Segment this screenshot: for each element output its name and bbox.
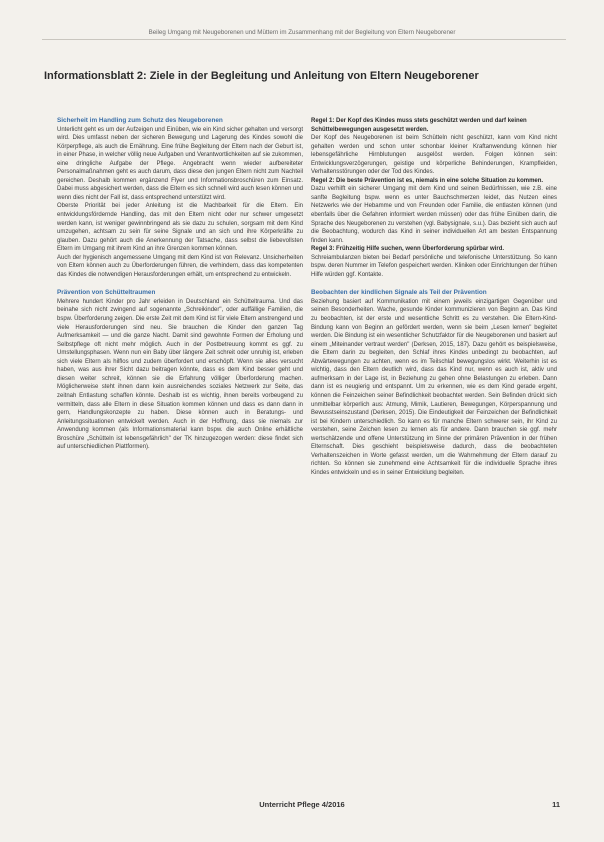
page-title: Informationsblatt 2: Ziele in der Begleitung und Anleitung von Eltern Neugeborener: [44, 70, 479, 82]
paragraph: Beziehung basiert auf Kommunikation mit einem jeweils einzigartigen Gegenüber und seinen Besonderheiten. Wache, gesunde Kinder kommunizieren von Beginn an. Das Kind zu beobachten, ist der erste und wesentliche Schritt es zu verstehen. Die Eltern-Kind-Bindung kann von Beginn an gefördert werden, wenn sie beim „Lesen lernen" begleitet werden. Die Bindung ist ein wesentlicher Schutzfaktor für die Neugeborenen und basiert auf einem „Miteinander vertraut werden" (Derksen, 2015, 187). Dazu gehört es beispielsweise, die Eltern darin zu begleiten, den Schlaf ihres Kindes unbedingt zu beobachten, auf Abwärtewegungen zu achten, wenn es im Teilschlaf bewegungslos wirkt. Weiterhin ist es wichtig, dass den Eltern deutlich wird, dass das Kind nur, wenn es auch ist, aktiv und aufmerksam in der Lage ist, in Beziehung zu gehen ohne Belastungen zu erleben. Dann dann ist es neugierig und entspannt. Um zu erkennen, wie es dem Kind gerade ergeht, können die Feinzeichen seiner Befindlichkeit beobachtet werden. Sein Befinden drückt sich unmittelbar körperlich aus: Atmung, Mimik, Lautieren, Bewegungen, Körperspannung und Bewusstseinszustand (Derksen, 2015). Die Eindeutigkeit der Feinzeichen der Befindlichkeit ist bei Kindern unterschiedlich. So kann es für manche Eltern schwerer sein, ihr Kind zu verstehen, seine Zeichen lesen zu lernen als für andere. Dann brauchen sie ggf. mehr wertschätzende und offene Unterstützung im Sinne der primären Prävention in der frühen Elternschaft. Dies geschieht beispielsweise dadurch, dass die beobachteten Verhaltenszeichen in Worte gefasst werden, um die Wahrnehmung der Eltern darauf zu richten. So können sie zunehmend eine Achtsamkeit für die individuelle Sprache ihres Kindes entwickeln und es in seiner Entwicklung begleiten.: [311, 298, 557, 476]
paragraph: Auch der hygienisch angemessene Umgang mit dem Kind ist von Relevanz. Unsicherheiten von Eltern können auch zu Überforderungen führen, die verhindern, dass das kompetenten das Kindes die notwendigen Herausforderungen erhält, um entsprechend zu entwickeln.: [57, 254, 303, 278]
rule-2-heading: Regel 2: Die beste Prävention ist es, niemals in eine solche Situation zu kommen.: [311, 177, 544, 184]
paragraph: Dazu verhilft ein sicherer Umgang mit dem Kind und seinen Bedürfnissen, wie z.B. eine sanfte Begleitung bspw. wenn es unter Bauchschmerzen leidet, das Nutzen eines Netzwerks wie der Hebamme und von Freunden oder Familie, die entlasten können (und ebenfalls über die Gefahren informiert werden müssen) oder das frühe Einüben darin, die Sprache des Neugeborenen zu verstehen (vgl. Babysignale, s.u.). Das bezieht sich auch auf die Beobachtung, wodurch das Kind in seiner individuellen Art am besten Entspannung finden kann.: [311, 186, 557, 244]
section-heading-safety: Sicherheit im Handling zum Schutz des Neugeborenen: [57, 117, 223, 124]
paragraph: Oberste Priorität bei jeder Anleitung ist die Machbarkeit für die Eltern. Ein entwicklungsfördernde Handling, das mit den Eltern nicht oder nur schwer umgesetzt werden kann, ist weniger gewinnbringend als sie dazu zu schulen, sorgsam mit dem Kind umzugehen, achtsam zu sein für seine Signale und an sich und ihre Körperkräfte zu glauben. Dazu gehört auch die Anerkennung der Tatsache, dass selbst die liebevollsten Eltern im Umgang mit ihrem Kind an ihre Grenzen kommen können.: [57, 203, 303, 253]
rule-3-heading: Regel 3: Frühzeitig Hilfe suchen, wenn Überforderung spürbar wird.: [311, 246, 505, 253]
paragraph: Der Kopf des Neugeborenen ist beim Schütteln nicht geschützt, kann vom Kind nicht gehalten werden und schon unter schonbar kleiner Kraftanwendung können hier lebensgefährliche Hirnblutungen ausgelöst werden. Folgen können sein: Entwicklungsverzögerungen, geistige und körperliche Behinderungen, Krampfleiden, Verhaltensstörungen oder der Tod des Kindes.: [311, 135, 557, 176]
running-header: Beileg Umgang mit Neugeborenen und Müttern im Zusammenhang mit der Begleitung von Eltern Neugeborener: [148, 29, 456, 36]
header-rule: [42, 39, 566, 40]
paragraph: Schreiambulanzen bieten bei Bedarf persönliche und telefonische Unterstützung. So kann bspw. deren Nummer im Telefon gespeichert werden. Kliniken oder Einrichtungen der frühen Hilfe würden ggf. Kontakte.: [311, 254, 557, 278]
section-heading-signals: Beobachten der kindlichen Signale als Teil der Prävention: [311, 289, 487, 297]
right-column: [311, 117, 557, 477]
paragraph: Unterlicht geht es um der Aufzeigen und Einüben, wie ein Kind sicher gehalten und versorgt wird. Dies umfasst neben der sicheren Bewegung und Lagerung des Kindes sowohl die Körperpflege, als auch die Ernährung. Eine frühe Begleitung der Eltern nach der Geburt ist, in einer Phase, in welcher völlig neue Aufgaben und Verantwortlichkeiten auf sie zukommen, eine dringliche Aufgabe der Pflege. Angebracht wenn wieder aufbereiteter Personalmaßnahmen geht es auch darum, dass diese den jungen Eltern nicht zum Nachteil gereichen. Deshalb kommen ergänzend Flyer und Informationsbroschüren zum Einsatz. Dabei muss abgesichert werden, dass die Eltern es sich schnell wird auch lesen können und wenn dies nicht der Fall ist, dass entsprechend unterstützt wird.: [57, 126, 303, 201]
footer-journal: Unterricht Pflege 4/2016: [259, 800, 345, 809]
page-number: 11: [552, 800, 560, 809]
paragraph: Mehrere hundert Kinder pro Jahr erleiden in Deutschland ein Schütteltrauma. Und das beinahe sich nicht zwingend auf sogenannte „Schreikinder", oder auffällige Familien, die bspw. Überforderung zeigen. Die erste Zeit mit dem Kind ist für viele Eltern anstrengend und viele Herausforderungen sind neu. Sie brauchen die Kinder den ganzen Tag Aufmerksamkeit — und die ganze Nacht. Damit sind gewohnte Formen der Erholung und Selbstpflege oft nicht mehr möglich. Auch in der Postbetreuung kommt es ggf. zu Umstellungsphasen. Wenn nun ein Baby über längere Zeit schreit oder unruhig ist, erleben sich viele Eltern als hilflos und zudem überfordert und erschöpft. Wenn sie alles versucht haben, was aus ihrer Sicht dazu beitragen könnte, dass es dem Kind besser geht und diesen weiter schreit, können sie die Erfahrung völliger Überforderung machen. Möglicherweise steht ihnen dann kein ausreichendes soziales Netzwerk zur Seite, das zeitnah Entlastung schaffen könnte. Deshalb ist es wichtig, ihnen bereits vorbeugend zu vermitteln, dass alle Eltern in diese Situation kommen können und dass es dann dann in gern, Handlungskonzepte zu haben. Diese können auch in Beratungs- und Anleitungssituationen entwickelt werden. Auch in der Hoffnung, dass sie niemals zur Anwendung kommen (als Informationsmaterial kann bspw. die auch Online erhältliche Broschüre „Schütteln ist lebensgefährlich" der TK hinzugezogen werden: diese findet sich auf unterschiedlichen Plattformen).: [57, 298, 303, 451]
section-heading-shaken-baby: Prävention von Schütteltraumen: [57, 289, 156, 297]
left-column: [57, 117, 303, 452]
rule-1-heading: Regel 1: Der Kopf des Kindes muss stets geschützt werden und darf keinen Schüttelbewegungen ausgesetzt werden.: [311, 118, 527, 133]
